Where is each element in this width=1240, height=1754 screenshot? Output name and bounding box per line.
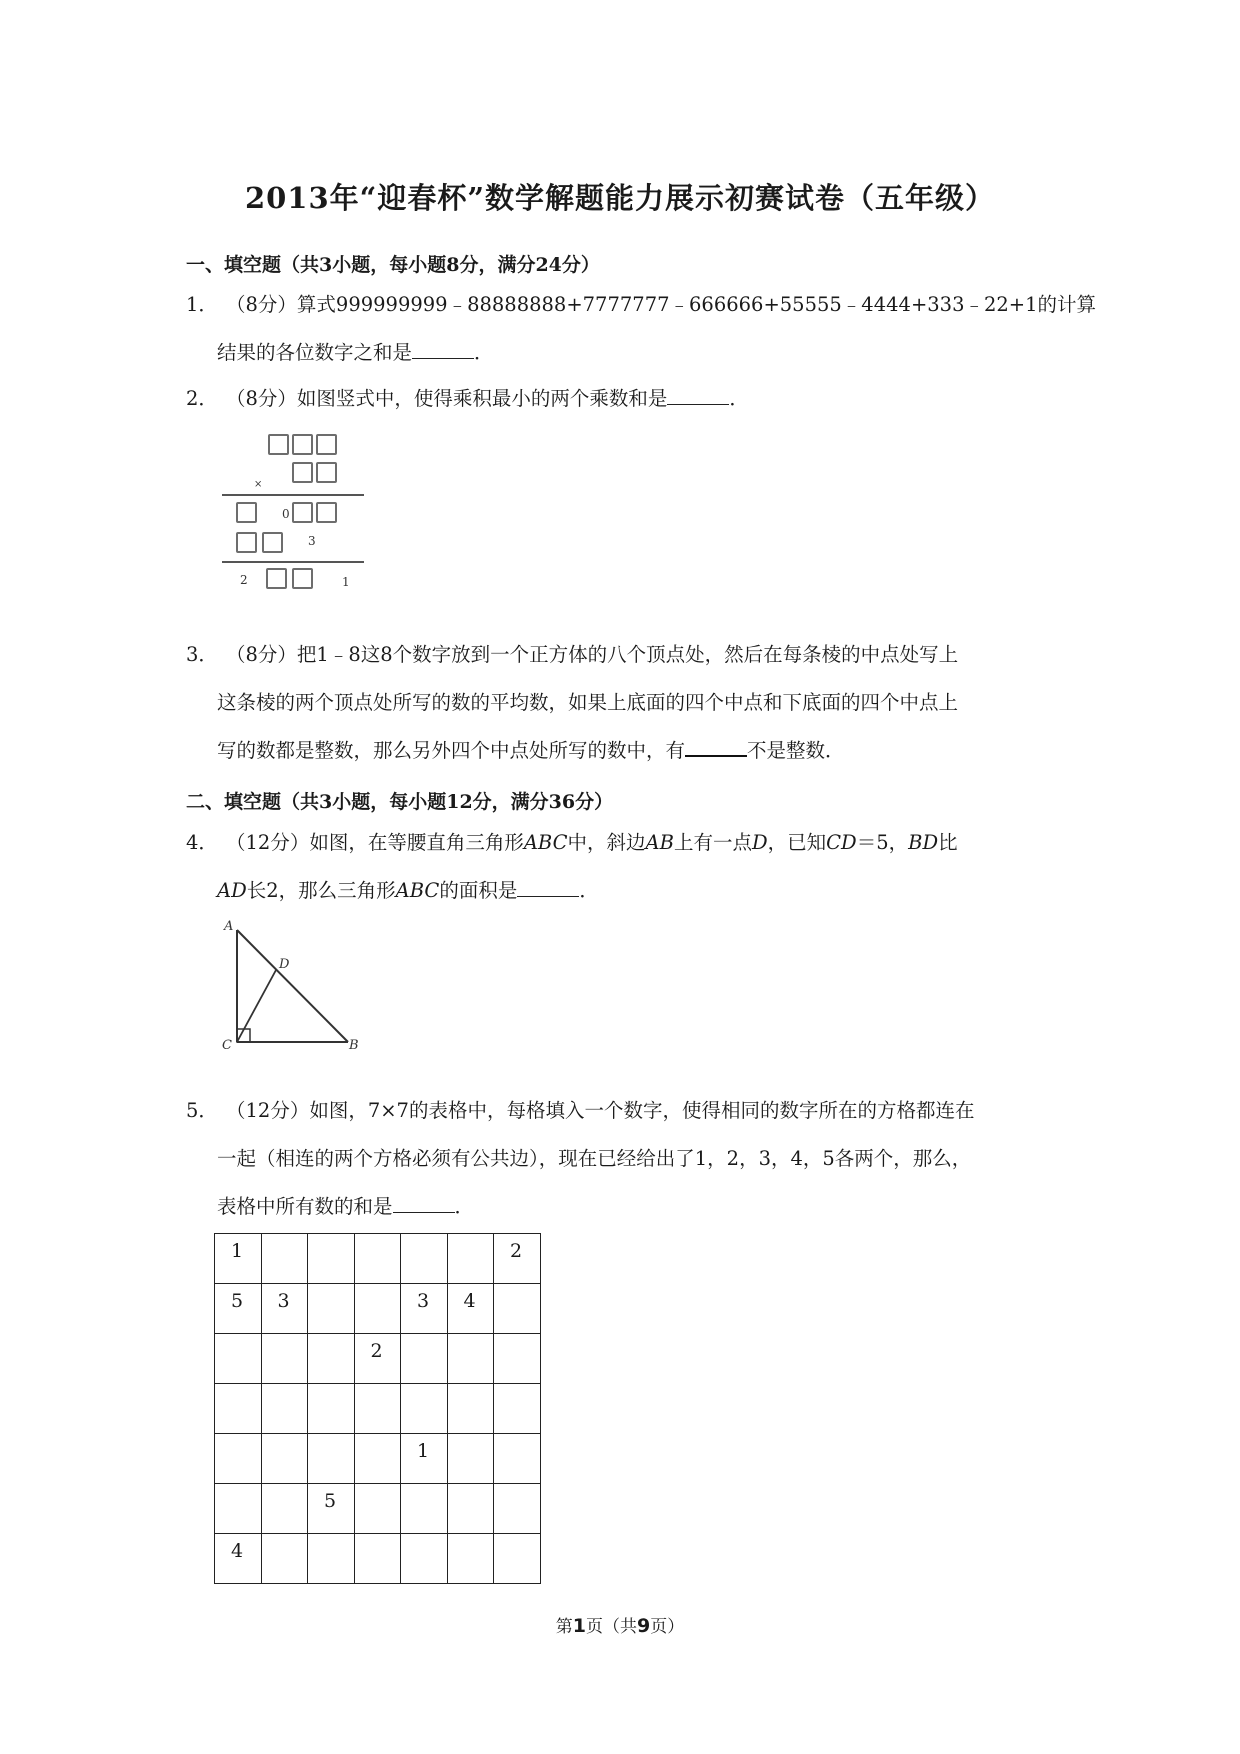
grid-cell[interactable]	[401, 1334, 448, 1384]
grid-cell-value: 2	[370, 1340, 383, 1362]
grid-cell-value: 1	[231, 1240, 244, 1262]
grid-cell-value	[215, 1434, 261, 1442]
times-sign: ×	[254, 479, 263, 490]
grid-cell[interactable]	[261, 1334, 308, 1384]
grid-cell[interactable]	[215, 1334, 262, 1384]
digit-label: 2	[240, 573, 248, 587]
grid-cell-value	[401, 1484, 447, 1492]
section-heading-1: 一、填空题（共3小题，每小题8分，满分24分）	[186, 254, 600, 276]
grid-cell-value	[355, 1384, 401, 1392]
grid-cell-value: 3	[277, 1290, 290, 1312]
grid-cell[interactable]	[401, 1234, 448, 1284]
grid-row	[215, 1434, 541, 1484]
grid-cell[interactable]	[354, 1234, 401, 1284]
grid-cell[interactable]	[308, 1534, 355, 1584]
grid-row	[215, 1484, 541, 1534]
grid-cell-value	[355, 1484, 401, 1492]
grid-cell[interactable]	[401, 1484, 448, 1534]
grid-cell[interactable]	[494, 1334, 541, 1384]
grid-cell[interactable]	[308, 1234, 355, 1284]
question-text: （8分）把1﹣8这8个数字放到一个正方体的八个顶点处，然后在每条棱的中点处写上	[226, 643, 959, 666]
grid-cell-value: 3	[417, 1290, 430, 1312]
digit-box	[316, 434, 337, 455]
grid-cell[interactable]	[494, 1384, 541, 1434]
grid-cell[interactable]	[354, 1434, 401, 1484]
grid-cell[interactable]	[354, 1534, 401, 1584]
digit-box	[292, 462, 313, 483]
digit-box	[292, 434, 313, 455]
grid-cell-value	[494, 1384, 540, 1392]
grid-cell[interactable]	[308, 1434, 355, 1484]
digit-box	[292, 502, 313, 523]
grid-cell-value	[262, 1384, 308, 1392]
digit-box	[316, 502, 337, 523]
grid-cell[interactable]	[215, 1384, 262, 1434]
grid-cell[interactable]	[261, 1384, 308, 1434]
grid-cell[interactable]	[354, 1334, 401, 1384]
question-text: 这条棱的两个顶点处所写的数的平均数，如果上底面的四个中点和下底面的四个中点上	[217, 691, 959, 714]
answer-blank[interactable]	[667, 403, 729, 405]
grid-cell[interactable]	[494, 1284, 541, 1334]
vertex-label-c: C	[222, 1038, 232, 1053]
grid-cell-value	[448, 1234, 494, 1242]
grid-cell[interactable]	[447, 1234, 494, 1284]
grid-cell-value	[215, 1384, 261, 1392]
digit-box	[266, 568, 287, 589]
grid-cell-value	[401, 1384, 447, 1392]
grid-cell-value: 4	[231, 1540, 244, 1562]
rule-line	[222, 494, 364, 496]
question-text: 结果的各位数字之和是 ．	[217, 341, 494, 364]
grid-cell[interactable]	[261, 1484, 308, 1534]
grid-cell[interactable]	[447, 1284, 494, 1334]
grid-cell-value	[308, 1234, 354, 1242]
grid-cell-value	[448, 1434, 494, 1442]
grid-cell-value	[494, 1334, 540, 1342]
grid-row	[215, 1284, 541, 1334]
grid-cell-value	[215, 1334, 261, 1342]
vertex-label-a: A	[224, 919, 234, 934]
vertex-label-b: B	[349, 1038, 359, 1053]
digit-box	[292, 568, 313, 589]
question-text: （12分）如图，在等腰直角三角形ABC中，斜边AB上有一点D，已知CD＝5，BD比	[226, 831, 958, 854]
digit-label: 3	[308, 534, 316, 548]
grid-row	[215, 1334, 541, 1384]
grid-cell[interactable]	[401, 1384, 448, 1434]
triangle-figure	[218, 918, 368, 1053]
digit-box	[236, 532, 257, 553]
grid-cell[interactable]	[261, 1284, 308, 1334]
question-text: AD长2，那么三角形ABC的面积是 ．	[217, 879, 599, 902]
question-text: 写的数都是整数，那么另外四个中点处所写的数中，有 不是整数．	[217, 739, 845, 762]
grid-cell[interactable]	[308, 1384, 355, 1434]
question-text: （12分）如图，7×7的表格中，每格填入一个数字，使得相同的数字所在的方格都连在	[226, 1099, 975, 1122]
grid-cell[interactable]	[401, 1434, 448, 1484]
grid-cell[interactable]	[308, 1334, 355, 1384]
grid-cell-value	[262, 1484, 308, 1492]
grid-cell[interactable]	[215, 1284, 262, 1334]
grid-cell-value	[494, 1434, 540, 1442]
grid-cell-value	[355, 1434, 401, 1442]
page-number: 1	[572, 1615, 586, 1637]
grid-cell[interactable]	[261, 1434, 308, 1484]
rule-line	[222, 561, 364, 563]
grid-cell-value: 4	[463, 1290, 476, 1312]
grid-cell[interactable]	[494, 1234, 541, 1284]
grid-cell-value	[494, 1534, 540, 1542]
grid-cell-value	[401, 1334, 447, 1342]
grid-cell[interactable]	[447, 1384, 494, 1434]
question-number: 2．	[186, 387, 218, 410]
side-ab	[237, 930, 348, 1042]
digit-label: 1	[342, 575, 350, 589]
grid-cell-value	[355, 1534, 401, 1542]
grid-cell[interactable]	[401, 1534, 448, 1584]
question-number: 1．	[186, 293, 218, 316]
grid-cell[interactable]	[401, 1284, 448, 1334]
grid-cell[interactable]	[447, 1434, 494, 1484]
grid-cell-value	[494, 1484, 540, 1492]
page-footer: 第1页（共9页）	[555, 1615, 685, 1637]
question-text: 一起（相连的两个方格必须有公共边），现在已经给出了1，2，3，4，5各两个，那么，	[217, 1147, 972, 1170]
grid-cell[interactable]	[447, 1334, 494, 1384]
multiplication-figure	[218, 428, 368, 593]
grid-cell-value	[262, 1534, 308, 1542]
digit-box	[316, 462, 337, 483]
grid-cell-value	[401, 1234, 447, 1242]
grid-cell[interactable]	[308, 1484, 355, 1534]
question-text: 表格中所有数的和是 ．	[217, 1195, 475, 1218]
grid-cell-value: 1	[417, 1440, 430, 1462]
grid-cell[interactable]	[354, 1284, 401, 1334]
grid-cell[interactable]	[494, 1434, 541, 1484]
grid-cell-value: 5	[231, 1290, 244, 1312]
page-total: 9	[637, 1615, 651, 1637]
segment-cd	[237, 970, 276, 1042]
grid-cell[interactable]	[261, 1534, 308, 1584]
grid-cell-value	[494, 1284, 540, 1292]
section-heading-2: 二、填空题（共3小题，每小题12分，满分36分）	[186, 791, 614, 813]
page-title: 2013年“迎春杯”数学解题能力展示初赛试卷（五年级）	[244, 181, 996, 215]
grid-row	[215, 1384, 541, 1434]
digit-box	[262, 532, 283, 553]
grid-cell[interactable]	[308, 1284, 355, 1334]
answer-blank[interactable]	[393, 1211, 455, 1213]
vertex-label-d: D	[279, 957, 290, 972]
grid-row	[215, 1234, 541, 1284]
grid-cell-value	[308, 1384, 354, 1392]
digit-label: 0	[282, 507, 290, 521]
grid-cell-value: 2	[510, 1240, 523, 1262]
grid-cell-value	[308, 1434, 354, 1442]
grid-cell-value	[262, 1334, 308, 1342]
question-number: 3．	[186, 643, 218, 666]
grid-cell-value	[448, 1334, 494, 1342]
digit-box	[236, 502, 257, 523]
grid-cell[interactable]	[215, 1484, 262, 1534]
grid-cell[interactable]	[494, 1534, 541, 1584]
question-text: （8分）如图竖式中，使得乘积最小的两个乘数和是 ．	[226, 387, 749, 410]
grid-cell-value	[355, 1234, 401, 1242]
grid-cell[interactable]	[494, 1484, 541, 1534]
grid-cell-value: 5	[324, 1490, 337, 1512]
grid-row	[215, 1534, 541, 1584]
grid-cell-value	[308, 1334, 354, 1342]
grid-cell-value	[262, 1434, 308, 1442]
grid-cell[interactable]	[354, 1384, 401, 1434]
grid-cell[interactable]	[215, 1534, 262, 1584]
grid-cell[interactable]	[447, 1484, 494, 1534]
answer-blank[interactable]	[517, 895, 579, 897]
grid-cell-value	[401, 1534, 447, 1542]
grid-cell[interactable]	[354, 1484, 401, 1534]
grid-cell-value	[355, 1284, 401, 1292]
grid-cell-value	[448, 1534, 494, 1542]
grid-cell[interactable]	[261, 1234, 308, 1284]
question-text: （8分）算式999999999﹣88888888+7777777﹣666666+55555﹣4444+333﹣22+1的计算	[226, 293, 1097, 316]
grid-cell-value	[308, 1534, 354, 1542]
grid-cell-value	[448, 1384, 494, 1392]
grid-cell[interactable]	[215, 1234, 262, 1284]
grid-cell-value	[308, 1284, 354, 1292]
grid-cell-value	[262, 1234, 308, 1242]
grid-cell[interactable]	[215, 1434, 262, 1484]
grid-cell-value	[448, 1484, 494, 1492]
answer-blank[interactable]	[685, 754, 747, 757]
question-number: 4．	[186, 831, 218, 854]
answer-blank[interactable]	[412, 357, 474, 359]
grid-cell[interactable]	[447, 1534, 494, 1584]
digit-box	[268, 434, 289, 455]
question-number: 5．	[186, 1099, 218, 1122]
number-grid	[214, 1233, 541, 1584]
grid-cell-value	[215, 1484, 261, 1492]
